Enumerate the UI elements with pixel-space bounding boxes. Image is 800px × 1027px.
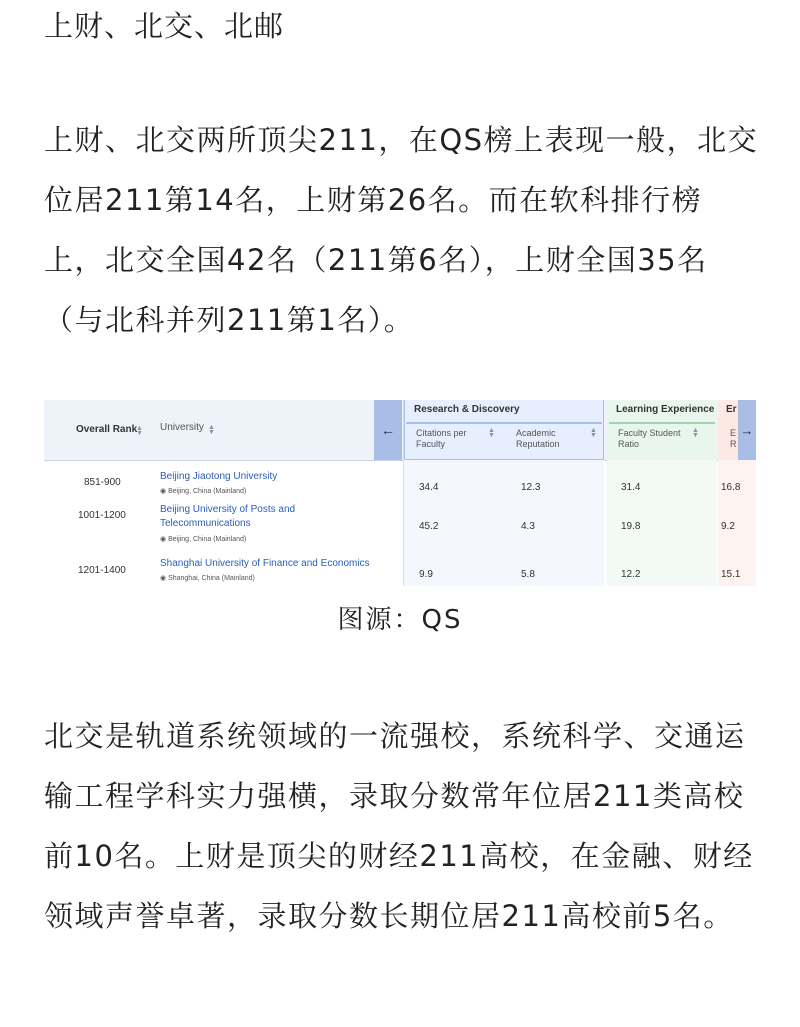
university-link[interactable]: Shanghai University of Finance and Economics — [160, 558, 370, 569]
sort-icon[interactable]: ▲ ▼ — [692, 427, 699, 439]
location-pin-icon: ◉ — [160, 536, 169, 543]
university-link[interactable]: Beijing Jiaotong University — [160, 471, 278, 482]
faculty-cell: 31.4 — [621, 482, 641, 493]
arrow-left-icon[interactable]: ← — [374, 400, 402, 460]
header-employability: Er — [726, 404, 737, 415]
header-employability-sub[interactable]: E R — [730, 428, 737, 449]
sort-icon[interactable]: ▲ ▼ — [488, 427, 495, 439]
header-overall-rank[interactable]: Overall Rank — [76, 424, 138, 435]
rank-cell: 1001-1200 — [78, 510, 126, 521]
location-label: ◉ Beijing, China (Mainland) — [160, 488, 247, 495]
sort-icon[interactable]: ▲ ▼ — [590, 427, 597, 439]
header-learning-experience: Learning Experience — [616, 404, 715, 415]
header-university[interactable]: University — [160, 422, 204, 433]
group-underline — [609, 422, 715, 424]
arrow-right-icon[interactable]: → — [738, 400, 756, 460]
paragraph-description: 北交是轨道系统领域的一流强校，系统科学、交通运输工程学科实力强横，录取分数常年位居211类高校前10名。上财是顶尖的财经211高校，在金融、财经领域声誉卓著，录取分数长期位居211高校前5名。 — [44, 719, 754, 933]
sort-icon[interactable]: ▲ ▼ — [136, 425, 143, 437]
group-underline — [406, 422, 602, 424]
rank-cell: 1201-1400 — [78, 565, 126, 576]
faculty-cell: 12.2 — [621, 569, 641, 580]
academic-cell: 12.3 — [521, 482, 541, 493]
header-research-discovery: Research & Discovery — [414, 404, 520, 415]
location-pin-icon: ◉ — [160, 575, 169, 582]
academic-cell: 5.8 — [521, 569, 535, 580]
employability-cell: 15.1 — [721, 569, 741, 580]
header-citations[interactable]: Citations per Faculty — [416, 428, 467, 449]
citations-cell: 9.9 — [419, 569, 433, 580]
location-pin-icon: ◉ — [160, 488, 169, 495]
section-heading: 上财、北交、北邮 — [44, 9, 285, 43]
column-divider — [403, 400, 404, 586]
image-caption: 图源：QS — [337, 605, 463, 635]
employability-cell: 9.2 — [721, 521, 735, 532]
location-label: ◉ Shanghai, China (Mainland) — [160, 575, 255, 582]
sort-icon[interactable]: ▲ ▼ — [208, 424, 215, 436]
header-faculty-student-ratio[interactable]: Faculty Student Ratio — [618, 428, 681, 449]
faculty-cell: 19.8 — [621, 521, 641, 532]
university-link[interactable]: Beijing University of Posts and Telecommunications — [160, 504, 296, 529]
header-academic-reputation[interactable]: Academic Reputation — [516, 428, 560, 449]
academic-cell: 4.3 — [521, 521, 535, 532]
employability-cell: 16.8 — [721, 482, 741, 493]
rank-cell: 851-900 — [84, 477, 121, 488]
citations-cell: 34.4 — [419, 482, 439, 493]
qs-ranking-table-image — [44, 400, 756, 586]
location-label: ◉ Beijing, China (Mainland) — [160, 536, 247, 543]
paragraph-ranking: 上财、北交两所顶尖211，在QS榜上表现一般，北交位居211第14名，上财第26名。而在软科排行榜上，北交全国42名（211第6名），上财全国35名（与北科并列211第1名）。 — [44, 123, 759, 337]
citations-cell: 45.2 — [419, 521, 439, 532]
